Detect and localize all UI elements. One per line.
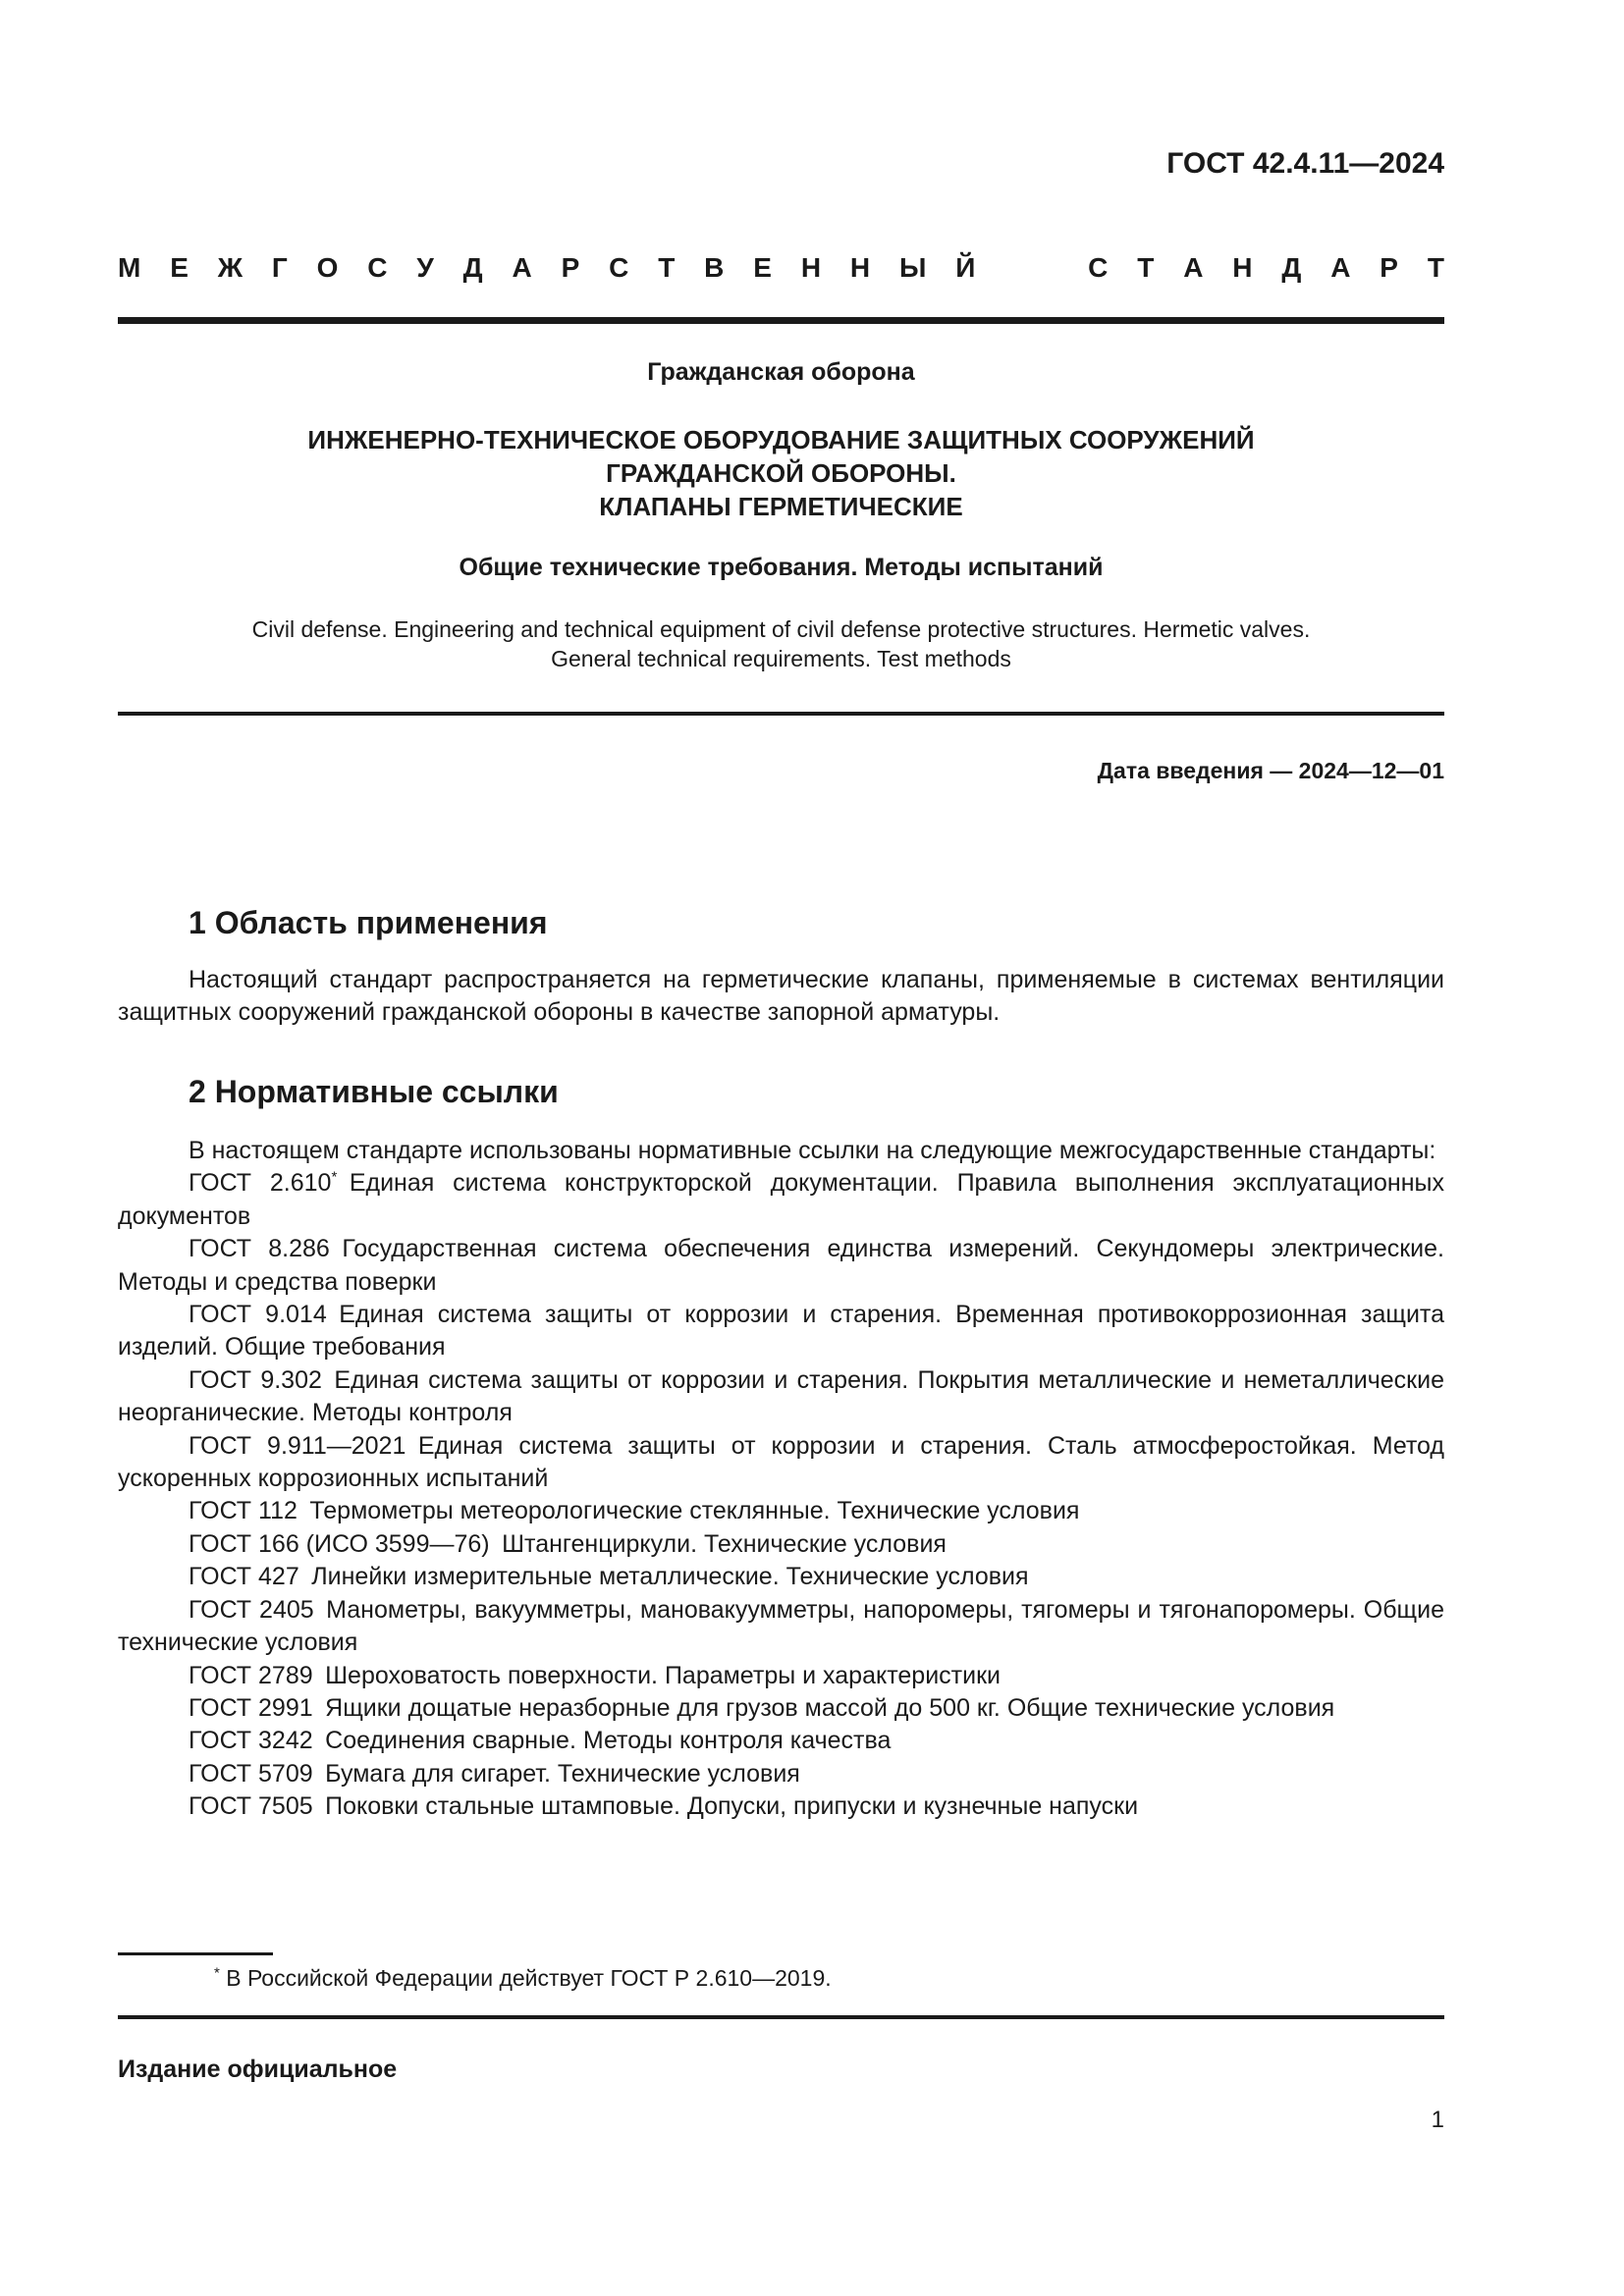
reference-code: ГОСТ 9.911—2021 <box>189 1431 406 1460</box>
banner-letter: Н <box>800 252 822 283</box>
reference-title: Штангенциркули. Технические условия <box>502 1529 947 1558</box>
banner-letter: С <box>609 252 629 283</box>
banner-letter: С <box>1088 252 1109 283</box>
reference-footnote-mark: * <box>331 1169 338 1187</box>
reference-code: ГОСТ 9.014 <box>189 1301 327 1329</box>
title-line: ИНЖЕНЕРНО-ТЕХНИЧЕСКОЕ ОБОРУДОВАНИЕ ЗАЩИТНЫХ СООРУЖЕНИЙ <box>307 425 1255 454</box>
reference-code: ГОСТ 5709 <box>189 1759 313 1788</box>
document-subtitle: Общие технические требования. Методы испытаний <box>459 554 1104 581</box>
official-edition-label: Издание официальное <box>118 2056 398 2083</box>
banner-letter: Д <box>462 252 483 283</box>
normative-reference <box>118 1364 1444 1430</box>
normative-reference <box>118 1528 1444 1561</box>
normative-reference <box>118 1561 1444 1593</box>
reference-code: ГОСТ 166 (ИСО 3599—76) <box>189 1529 490 1558</box>
normative-reference <box>118 1594 1444 1660</box>
banner-letter: Е <box>753 252 772 283</box>
reference-title: Соединения сварные. Методы контроля качества <box>325 1727 892 1755</box>
page-number: 1 <box>1431 2107 1444 2133</box>
banner-letter: А <box>1330 252 1351 283</box>
english-title <box>118 614 1444 673</box>
reference-code: ГОСТ 2991 <box>189 1693 313 1722</box>
section-2-heading: 2 Нормативные ссылки <box>189 1074 559 1109</box>
document-number: ГОСТ 42.4.11—2024 <box>1166 147 1444 180</box>
normative-references-list <box>118 1167 1444 1823</box>
banner-word-gap <box>1004 252 1058 284</box>
normative-reference <box>118 1167 1444 1233</box>
normative-reference <box>118 1299 1444 1364</box>
reference-title: Шероховатость поверхности. Параметры и характеристики <box>325 1661 1001 1689</box>
reference-code: ГОСТ 427 <box>189 1563 299 1591</box>
banner-letter: Н <box>849 252 871 283</box>
reference-code: ГОСТ 112 <box>189 1497 298 1525</box>
normative-reference <box>118 1495 1444 1527</box>
banner-letter: Ы <box>899 252 927 283</box>
reference-title: Линейки измерительные металлические. Технические условия <box>311 1563 1029 1591</box>
reference-title: Манометры, вакуумметры, мановакуумметры, напоромеры, тягомеры и тягонапоромеры. Общие технические условия <box>118 1595 1444 1657</box>
reference-code: ГОСТ 2789 <box>189 1661 313 1689</box>
banner-letter: Р <box>1380 252 1398 283</box>
banner-letter: А <box>512 252 532 283</box>
banner-letter: Т <box>1137 252 1155 283</box>
reference-code: ГОСТ 2.610 <box>189 1169 332 1198</box>
banner-letter: Д <box>1281 252 1302 283</box>
reference-title: Единая система защиты от коррозии и старения. Покрытия металлические и неметаллические неорганические. Методы контроля <box>118 1365 1444 1427</box>
section-1-text: Настоящий стандарт распространяется на герметические клапаны, применяемые в системах вентиляции защитных сооружений гражданской обороны в качестве запорной арматуры. <box>118 966 1444 1027</box>
header-rule <box>118 317 1444 324</box>
footnote-mark: * <box>214 1964 220 1982</box>
title-line: КЛАПАНЫ ГЕРМЕТИЧЕСКИЕ <box>599 492 963 521</box>
reference-title: Единая система защиты от коррозии и старения. Сталь атмосферостойкая. Метод ускоренных коррозионных испытаний <box>118 1431 1445 1493</box>
footnote <box>214 1965 832 1992</box>
banner-letter: С <box>367 252 388 283</box>
section-2-body <box>118 1135 1444 1824</box>
reference-title: Единая система защиты от коррозии и старения. Временная противокоррозионная защита изделий. Общие требования <box>118 1301 1444 1362</box>
reference-code: ГОСТ 9.302 <box>189 1365 322 1394</box>
banner-letter: О <box>316 252 339 283</box>
normative-reference <box>118 1758 1444 1790</box>
banner-letter: А <box>1183 252 1204 283</box>
english-title-line: General technical requirements. Test methods <box>551 646 1011 671</box>
document-category: Гражданская оборона <box>647 358 915 386</box>
reference-title: Государственная система обеспечения единства измерений. Секундомеры электрические. Методы и средства поверки <box>118 1235 1444 1296</box>
reference-code: ГОСТ 8.286 <box>189 1235 330 1263</box>
normative-reference <box>118 1660 1444 1692</box>
normative-reference <box>118 1725 1444 1757</box>
banner-letter: Й <box>955 252 976 283</box>
reference-code: ГОСТ 7505 <box>189 1792 313 1821</box>
document-title <box>118 423 1444 523</box>
banner-letter: Е <box>170 252 189 283</box>
reference-code: ГОСТ 3242 <box>189 1727 313 1755</box>
title-line: ГРАЖДАНСКОЙ ОБОРОНЫ. <box>606 458 956 488</box>
banner-letter: У <box>416 252 434 283</box>
banner-letter: Р <box>561 252 580 283</box>
english-title-line: Civil defense. Engineering and technical equipment of civil defense protective structures. Hermetic valves. <box>251 616 1311 642</box>
banner-letter: М <box>118 252 141 283</box>
banner-letter: Ж <box>217 252 244 283</box>
reference-title: Единая система конструкторской документации. Правила выполнения эксплуатационных документов <box>118 1169 1444 1230</box>
section-1-heading: 1 Область применения <box>189 905 548 940</box>
standard-type-banner <box>118 252 1444 284</box>
title-block-rule <box>118 712 1444 716</box>
footnote-text: В Российской Федерации действует ГОСТ Р 2.610—2019. <box>219 1965 832 1991</box>
banner-letter: Г <box>271 252 288 283</box>
banner-letter: Т <box>658 252 676 283</box>
reference-title: Бумага для сигарет. Технические условия <box>325 1759 800 1788</box>
introduction-date: Дата введения — 2024—12—01 <box>1097 758 1444 783</box>
reference-code: ГОСТ 2405 <box>189 1595 314 1624</box>
normative-reference <box>118 1692 1444 1725</box>
section-2-intro: В настоящем стандарте использованы нормативные ссылки на следующие межгосударственные стандарты: <box>189 1137 1436 1164</box>
footnote-rule <box>118 1952 273 1955</box>
reference-title: Поковки стальные штамповые. Допуски, припуски и кузнечные напуски <box>325 1792 1139 1821</box>
banner-letter: В <box>704 252 725 283</box>
banner-letter: Т <box>1427 252 1444 283</box>
normative-reference <box>118 1790 1444 1823</box>
reference-title: Термометры метеорологические стеклянные. Технические условия <box>309 1497 1080 1525</box>
footer-rule <box>118 2015 1444 2019</box>
normative-reference <box>118 1430 1444 1496</box>
reference-title: Ящики дощатые неразборные для грузов массой до 500 кг. Общие технические условия <box>325 1693 1335 1722</box>
normative-reference <box>118 1233 1444 1299</box>
banner-letter: Н <box>1232 252 1253 283</box>
